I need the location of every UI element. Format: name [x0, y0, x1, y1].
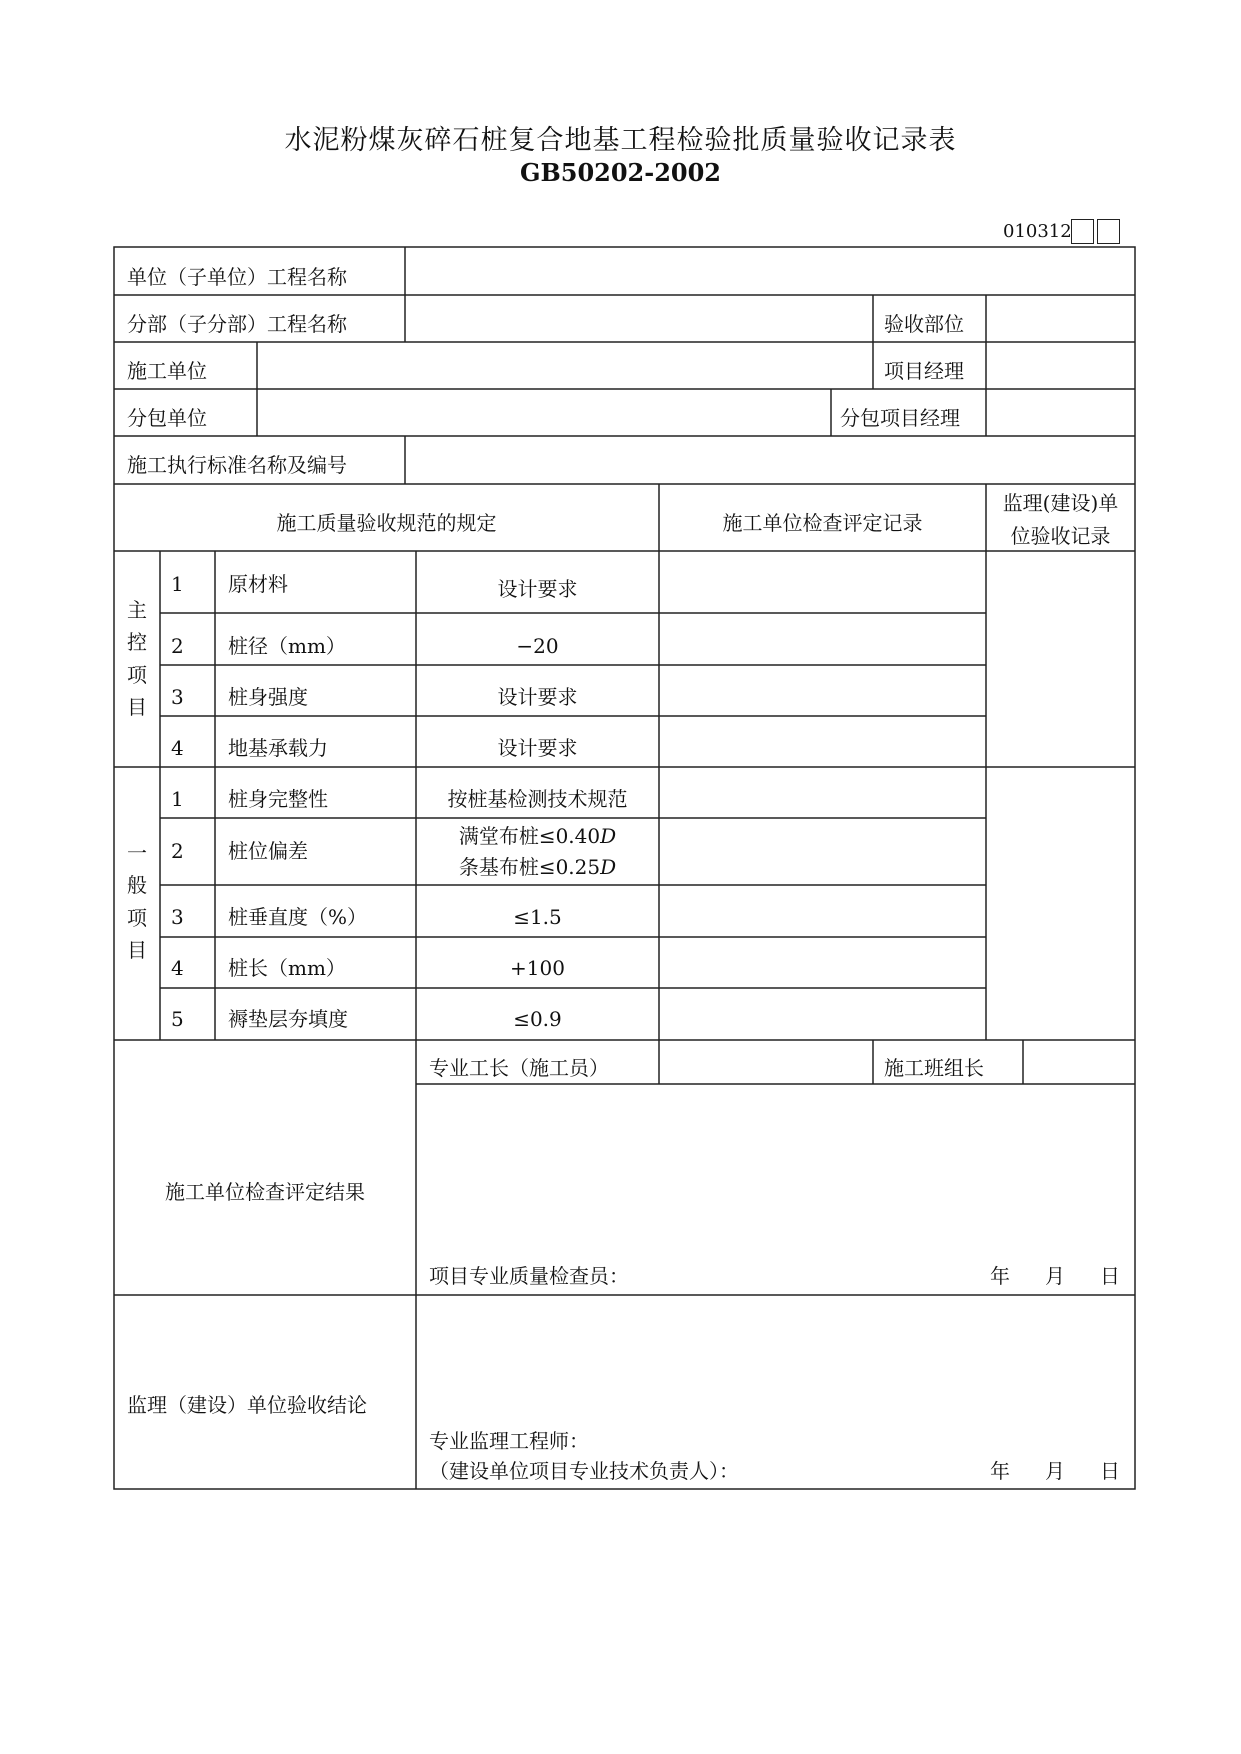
main-row-4-record[interactable]	[664, 721, 981, 763]
main-row-1-item: 原材料	[228, 572, 288, 596]
contractor-date-month: 月	[1045, 1264, 1065, 1288]
main-row-2-item: 桩径（mm）	[228, 634, 346, 658]
foreman-value[interactable]	[664, 1045, 868, 1080]
acceptance-part-value[interactable]	[991, 300, 1131, 338]
team-leader-label: 施工班组长	[884, 1056, 984, 1080]
contractor-date-day: 日	[1100, 1264, 1120, 1288]
unit-project-value[interactable]	[410, 252, 1130, 290]
general-row-2-item: 桩位偏差	[228, 839, 308, 863]
subcontractor-value[interactable]	[262, 394, 826, 432]
supervisor-conclusion-label: 监理（建设）单位验收结论	[127, 1393, 367, 1417]
contractor-result-value[interactable]	[421, 1089, 1130, 1249]
sub-project-manager-value[interactable]	[991, 394, 1131, 432]
main-items-label-4: 目	[127, 695, 147, 719]
division-project-value[interactable]	[410, 300, 868, 338]
general-row-2-record[interactable]	[664, 823, 981, 880]
general-row-4-no: 4	[171, 956, 184, 980]
standard-code: GB50202-2002	[519, 158, 722, 187]
general-row-2-requirement2-text: 条基布桩≤0.25	[458, 855, 601, 879]
main-row-3-no: 3	[171, 685, 184, 709]
general-row-2-requirement-var: D	[600, 824, 617, 848]
contractor-date-year: 年	[990, 1264, 1010, 1288]
project-manager-label: 项目经理	[884, 359, 964, 383]
contractor-value[interactable]	[262, 347, 868, 385]
general-row-4-record[interactable]	[664, 942, 981, 984]
general-items-label-1: 一	[127, 841, 147, 865]
main-row-1-requirement: 设计要求	[497, 577, 578, 601]
general-row-4-item: 桩长（mm）	[228, 956, 346, 980]
main-row-3-record[interactable]	[664, 670, 981, 712]
general-row-5-record[interactable]	[664, 993, 981, 1035]
general-row-5-requirement: ≤0.9	[513, 1007, 562, 1031]
document-title: 水泥粉煤灰碎石桩复合地基工程检验批质量验收记录表	[284, 125, 957, 156]
main-row-2-requirement: −20	[516, 634, 559, 658]
supervisor-record-header-line1: 监理(建设)单	[1002, 491, 1119, 515]
supervisor-record-header-line2: 位验收记录	[1010, 524, 1111, 548]
general-items-label-3: 项	[127, 906, 147, 930]
supervising-engineer-label: 专业监理工程师：	[429, 1429, 589, 1453]
general-items-label-2: 般	[127, 873, 147, 897]
general-row-2-requirement	[416, 823, 659, 849]
main-row-3-requirement: 设计要求	[497, 685, 578, 709]
general-row-2-no: 2	[171, 839, 184, 863]
main-row-1-record[interactable]	[664, 556, 981, 608]
contractor-label: 施工单位	[127, 359, 207, 383]
general-row-4-requirement: +100	[510, 956, 565, 980]
supervisor-conclusion-value[interactable]	[421, 1300, 1130, 1430]
foreman-label: 专业工长（施工员）	[429, 1056, 609, 1080]
subcontractor-label: 分包单位	[127, 406, 207, 430]
general-row-2-requirement2	[416, 854, 659, 880]
main-items-label-1: 主	[127, 598, 147, 622]
main-row-4-item: 地基承载力	[228, 736, 328, 760]
general-row-1-no: 1	[171, 787, 184, 811]
client-tech-label: （建设单位项目专业技术负责人）：	[429, 1459, 739, 1483]
standard-label: 施工执行标准名称及编号	[127, 453, 347, 477]
general-row-3-requirement: ≤1.5	[513, 905, 562, 929]
main-row-3-item: 桩身强度	[228, 685, 308, 709]
spec-column-header: 施工质量验收规范的规定	[276, 511, 497, 535]
main-row-2-record[interactable]	[664, 618, 981, 660]
main-items-label-3: 项	[127, 663, 147, 687]
main-items-supervisor-record[interactable]	[991, 556, 1131, 762]
general-row-3-no: 3	[171, 905, 184, 929]
standard-value[interactable]	[410, 441, 1130, 479]
main-row-1-no: 1	[171, 572, 184, 596]
main-items-label-2: 控	[127, 630, 147, 654]
general-row-5-item: 褥垫层夯填度	[228, 1007, 348, 1031]
general-row-1-requirement: 按桩基检测技术规范	[447, 787, 628, 811]
general-row-2-requirement-text: 满堂布桩≤0.40	[458, 824, 601, 848]
acceptance-part-label: 验收部位	[884, 312, 964, 336]
general-row-3-record[interactable]	[664, 890, 981, 932]
general-row-1-item: 桩身完整性	[228, 787, 328, 811]
project-manager-value[interactable]	[991, 347, 1131, 385]
general-items-supervisor-record[interactable]	[991, 772, 1131, 1035]
division-project-label: 分部（子分部）工程名称	[127, 312, 347, 336]
general-row-2-requirement2-var: D	[600, 855, 617, 879]
form-code: 010312	[1003, 221, 1072, 242]
general-items-label-4: 目	[127, 938, 147, 962]
general-row-5-no: 5	[171, 1007, 184, 1031]
main-row-4-requirement: 设计要求	[497, 736, 578, 760]
contractor-record-header: 施工单位检查评定记录	[722, 511, 923, 535]
main-row-2-no: 2	[171, 634, 184, 658]
team-leader-value[interactable]	[1028, 1045, 1131, 1080]
contractor-result-label: 施工单位检查评定结果	[165, 1180, 365, 1204]
supervisor-date-day: 日	[1100, 1459, 1120, 1483]
main-row-4-no: 4	[171, 736, 184, 760]
sub-project-manager-label: 分包项目经理	[840, 406, 960, 430]
quality-inspector-label: 项目专业质量检查员：	[429, 1264, 629, 1288]
supervisor-date-year: 年	[990, 1459, 1010, 1483]
unit-project-label: 单位（子单位）工程名称	[127, 265, 347, 289]
general-row-1-record[interactable]	[664, 772, 981, 814]
general-row-3-item: 桩垂直度（%）	[228, 905, 368, 929]
supervisor-date-month: 月	[1045, 1459, 1065, 1483]
